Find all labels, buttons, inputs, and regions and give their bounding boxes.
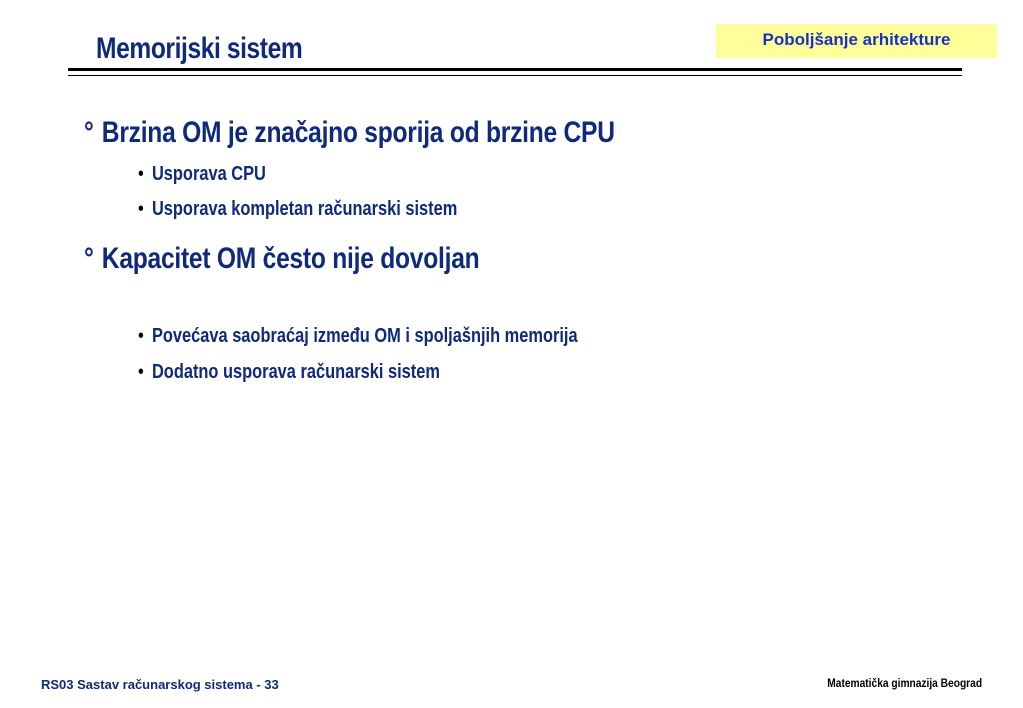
- bullet-level2: [138, 163, 266, 186]
- bullet-text: Brzina OM je značajno sporija od brzine CPU: [101, 116, 615, 149]
- bullet-level1: [84, 116, 615, 150]
- footer-course-label: RS03 Sastav računarskog sistema - 33: [41, 677, 279, 692]
- degree-bullet-icon: °: [84, 242, 94, 275]
- degree-bullet-icon: °: [84, 116, 94, 149]
- dot-bullet-icon: •: [138, 198, 144, 220]
- bullet-level1: [84, 242, 479, 276]
- bullet-level2: [138, 361, 440, 384]
- bullet-text: Usporava CPU: [151, 163, 266, 185]
- bullet-text: Usporava kompletan računarski sistem: [151, 198, 458, 220]
- bullet-text: Kapacitet OM često nije dovoljan: [101, 242, 480, 275]
- topic-badge-label: Poboljšanje arhitekture: [762, 30, 951, 49]
- footer-school-label: Matematička gimnazija Beograd: [827, 676, 982, 690]
- dot-bullet-icon: •: [138, 163, 144, 185]
- bullet-level2: [138, 325, 578, 348]
- header-divider-thick: [68, 68, 962, 71]
- slide-title: Memorijski sistem: [96, 32, 303, 65]
- dot-bullet-icon: •: [138, 325, 144, 347]
- header-divider-thin: [68, 75, 962, 76]
- bullet-text: Dodatno usporava računarski sistem: [151, 361, 440, 383]
- bullet-text: Povećava saobraćaj između OM i spoljašnjih memorija: [151, 325, 578, 347]
- dot-bullet-icon: •: [138, 361, 144, 383]
- topic-badge: [716, 24, 997, 58]
- bullet-level2: [138, 198, 457, 221]
